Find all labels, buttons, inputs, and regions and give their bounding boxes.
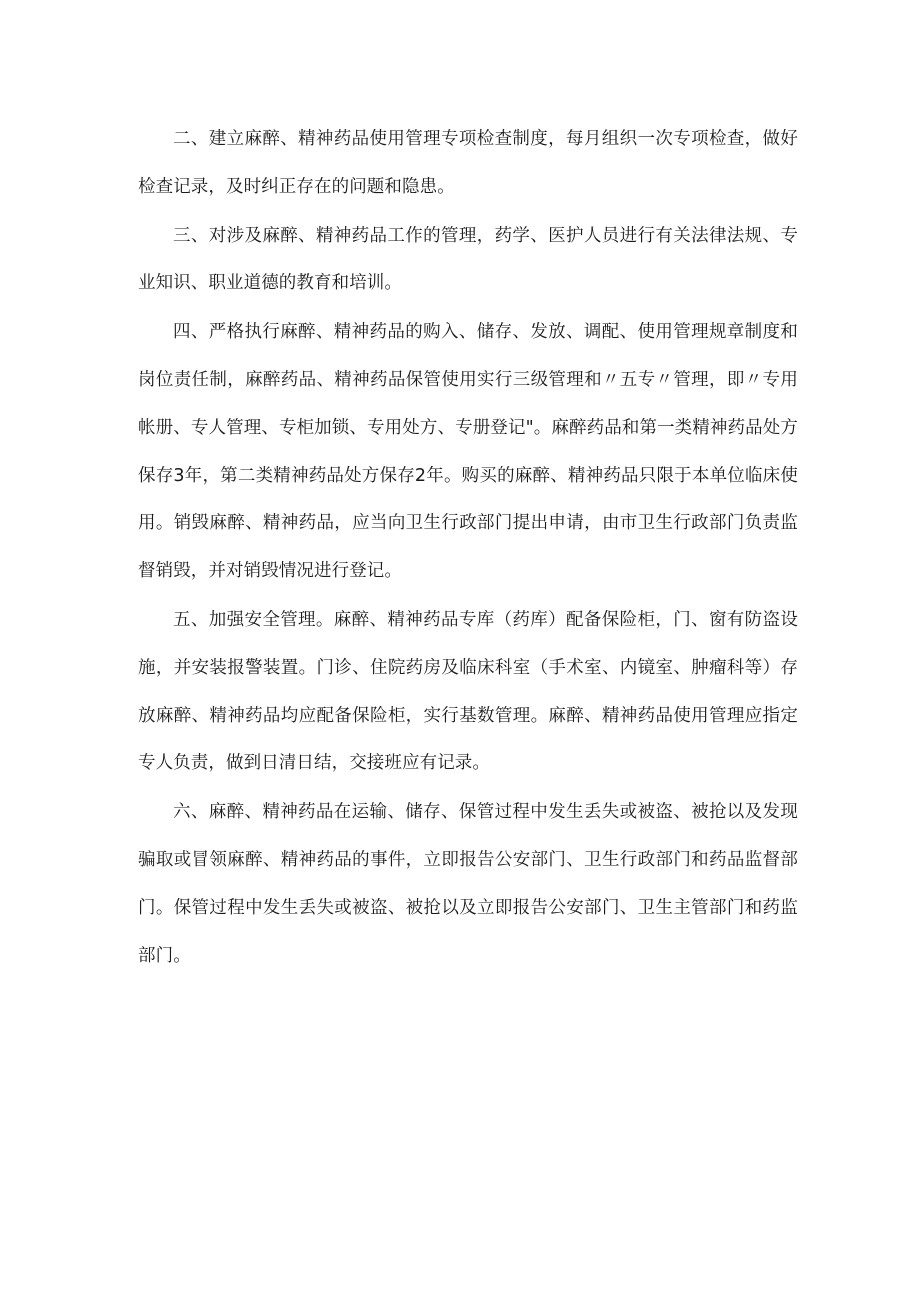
paragraph-item-2: 二、建立麻醉、精神药品使用管理专项检查制度，每月组织一次专项检查，做好检查记录，及时纠正存在的问题和隐患。 [138,129,798,197]
paragraph-item-5: 五、加强安全管理。麻醉、精神药品专库（药库）配备保险柜，门、窗有防盗设施，并安装报警装置。门诊、住院药房及临床科室（手术室、内镜室、肿瘤科等）存放麻醉、精神药品均应配备保险柜，实行基数管理。麻醉、精神药品使用管理应指定专人负责，做到日清日结，交接班应有记录。 [138,609,798,774]
paragraph-item-6: 六、麻醉、精神药品在运输、储存、保管过程中发生丢失或被盗、被抢以及发现骗取或冒领麻醉、精神药品的事件，立即报告公安部门、卫生行政部门和药品监督部门。保管过程中发生丢失或被盗、被抢以及立即报告公安部门、卫生主管部门和药监部门。 [138,802,798,966]
paragraph-item-4: 四、严格执行麻醉、精神药品的购入、储存、发放、调配、使用管理规章制度和岗位责任制，麻醉药品、精神药品保管使用实行三级管理和〃五专〃管理，即〃专用帐册、专人管理、专柜加锁、专用处方、专册登记"。麻醉药品和第一类精神药品处方保存3年，第二类精神药品处方保存2年。购买的麻醉、精神药品只限于本单位临床使用。销毁麻醉、精神药品，应当向卫生行政部门提出申请，由市卫生行政部门负责监督销毁，并对销毁情况进行登记。 [138,322,798,582]
document-body [138,116,798,981]
paragraph-item-3: 三、对涉及麻醉、精神药品工作的管理，药学、医护人员进行有关法律法规、专业知识、职业道德的教育和培训。 [138,225,798,294]
